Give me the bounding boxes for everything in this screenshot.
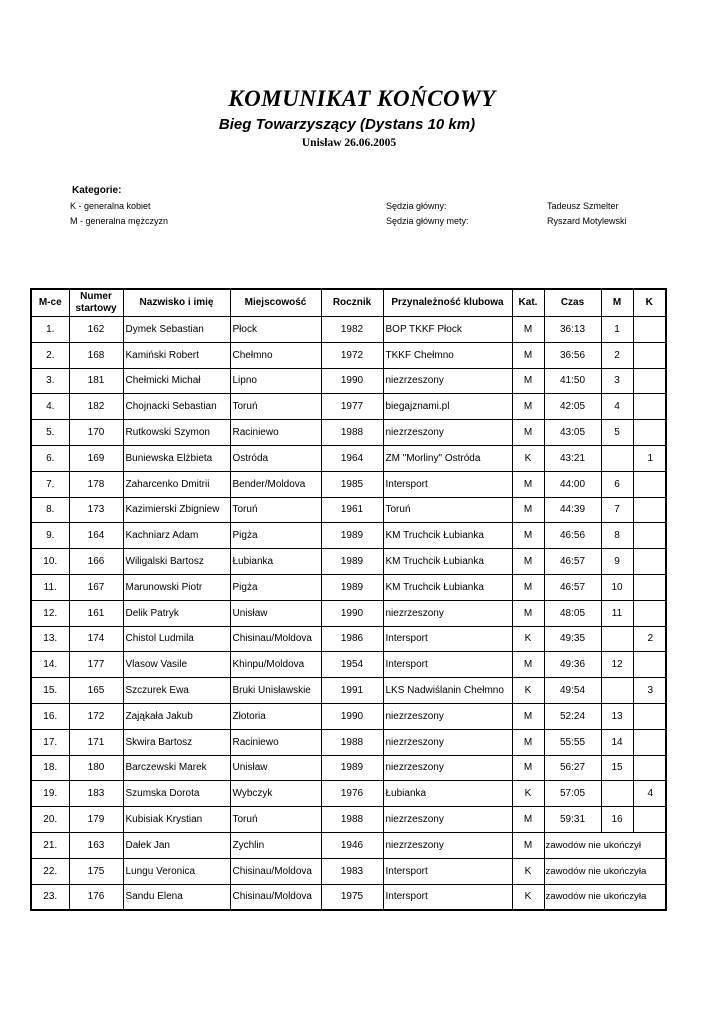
cell-k — [633, 342, 666, 368]
cell-m: 1 — [601, 317, 633, 343]
cell-club: KM Truchcik Łubianka — [383, 574, 512, 600]
cell-city: Raciniewo — [230, 729, 321, 755]
cell-category: M — [512, 342, 544, 368]
cell-city: Toruń — [230, 807, 321, 833]
cell-k — [633, 729, 666, 755]
header-k: K — [633, 289, 666, 317]
cell-club: niezrzeszony — [383, 703, 512, 729]
table-row — [31, 549, 666, 575]
cell-year: 1986 — [321, 626, 383, 652]
header-year: Rocznik — [321, 289, 383, 317]
cell-m: 4 — [601, 394, 633, 420]
cell-m: 3 — [601, 368, 633, 394]
cell-number: 181 — [69, 368, 123, 394]
cell-club: niezrzeszony — [383, 729, 512, 755]
cell-m: 9 — [601, 549, 633, 575]
cell-k — [633, 420, 666, 446]
cell-name: Zaharcenko Dmitrii — [123, 471, 230, 497]
cell-time: 44:00 — [544, 471, 601, 497]
cell-name: Zająkała Jakub — [123, 703, 230, 729]
cell-time: 55:55 — [544, 729, 601, 755]
cell-m: 10 — [601, 574, 633, 600]
cell-number: 182 — [69, 394, 123, 420]
table-row — [31, 368, 666, 394]
cell-club: LKS Nadwiślanin Chełmno — [383, 678, 512, 704]
cell-k — [633, 471, 666, 497]
cell-k — [633, 703, 666, 729]
cell-club: Intersport — [383, 884, 512, 910]
cell-category: M — [512, 600, 544, 626]
cell-time: 49:54 — [544, 678, 601, 704]
cell-k — [633, 394, 666, 420]
cell-name: Wiligalski Bartosz — [123, 549, 230, 575]
cell-category: M — [512, 497, 544, 523]
cell-city: Lipno — [230, 368, 321, 394]
cell-category: K — [512, 678, 544, 704]
cell-city: Wybczyk — [230, 781, 321, 807]
cell-city: Płock — [230, 317, 321, 343]
cell-number: 166 — [69, 549, 123, 575]
cell-club: Intersport — [383, 471, 512, 497]
cell-number: 179 — [69, 807, 123, 833]
cell-place: 19. — [31, 781, 69, 807]
cell-name: Szumska Dorota — [123, 781, 230, 807]
cell-number: 175 — [69, 858, 123, 884]
cell-place: 3. — [31, 368, 69, 394]
cell-year: 1991 — [321, 678, 383, 704]
cell-club: Łubianka — [383, 781, 512, 807]
cell-year: 1946 — [321, 832, 383, 858]
cell-category: K — [512, 884, 544, 910]
cell-number: 164 — [69, 523, 123, 549]
category-k: K - generalna kobiet — [70, 201, 151, 211]
cell-place: 13. — [31, 626, 69, 652]
cell-place: 10. — [31, 549, 69, 575]
cell-club: niezrzeszony — [383, 755, 512, 781]
cell-m: 16 — [601, 807, 633, 833]
cell-year: 1972 — [321, 342, 383, 368]
cell-m — [601, 781, 633, 807]
cell-number: 163 — [69, 832, 123, 858]
cell-city: Bender/Moldova — [230, 471, 321, 497]
table-row — [31, 342, 666, 368]
cell-category: M — [512, 368, 544, 394]
cell-club: niezrzeszony — [383, 420, 512, 446]
cell-name: Vlasow Vasile — [123, 652, 230, 678]
cell-number: 169 — [69, 445, 123, 471]
header-time: Czas — [544, 289, 601, 317]
cell-k: 1 — [633, 445, 666, 471]
table-row — [31, 574, 666, 600]
chief-judge-name: Tadeusz Szmelter — [547, 201, 619, 211]
cell-place: 5. — [31, 420, 69, 446]
table-row — [31, 858, 666, 884]
table-row — [31, 781, 666, 807]
cell-city: Chisinau/Moldova — [230, 858, 321, 884]
table-header-row — [31, 289, 666, 317]
cell-category: M — [512, 729, 544, 755]
cell-city: Pigża — [230, 523, 321, 549]
cell-club: niezrzeszony — [383, 600, 512, 626]
cell-name: Delik Patryk — [123, 600, 230, 626]
cell-city: Chisinau/Moldova — [230, 626, 321, 652]
cell-club: niezrzeszony — [383, 832, 512, 858]
cell-place: 12. — [31, 600, 69, 626]
cell-city: Toruń — [230, 394, 321, 420]
cell-dnf-note: zawodów nie ukończył — [544, 832, 666, 858]
cell-number: 176 — [69, 884, 123, 910]
cell-number: 174 — [69, 626, 123, 652]
cell-k — [633, 523, 666, 549]
cell-category: M — [512, 549, 544, 575]
cell-place: 18. — [31, 755, 69, 781]
cell-name: Kachniarz Adam — [123, 523, 230, 549]
header-m: M — [601, 289, 633, 317]
cell-city: Chełmno — [230, 342, 321, 368]
cell-category: M — [512, 652, 544, 678]
cell-m: 13 — [601, 703, 633, 729]
table-row — [31, 703, 666, 729]
cell-city: Raciniewo — [230, 420, 321, 446]
cell-number: 173 — [69, 497, 123, 523]
cell-name: Szczurek Ewa — [123, 678, 230, 704]
cell-time: 46:57 — [544, 574, 601, 600]
cell-name: Lungu Veronica — [123, 858, 230, 884]
cell-number: 171 — [69, 729, 123, 755]
cell-city: Zychlin — [230, 832, 321, 858]
cell-city: Pigża — [230, 574, 321, 600]
cell-time: 36:56 — [544, 342, 601, 368]
cell-k — [633, 549, 666, 575]
cell-year: 1988 — [321, 420, 383, 446]
cell-category: M — [512, 574, 544, 600]
cell-k — [633, 317, 666, 343]
cell-k — [633, 368, 666, 394]
cell-category: M — [512, 394, 544, 420]
table-row — [31, 678, 666, 704]
cell-name: Kamiński Robert — [123, 342, 230, 368]
cell-m: 2 — [601, 342, 633, 368]
cell-time: 44:39 — [544, 497, 601, 523]
cell-number: 177 — [69, 652, 123, 678]
place-date: Unisław 26.06.2005 — [301, 137, 397, 149]
race-subtitle: Bieg Towarzyszący (Dystans 10 km) — [218, 116, 476, 133]
cell-category: K — [512, 626, 544, 652]
table-row — [31, 652, 666, 678]
cell-k — [633, 600, 666, 626]
table-row — [31, 600, 666, 626]
table-row — [31, 832, 666, 858]
cell-place: 2. — [31, 342, 69, 368]
category-m: M - generalna mężczyzn — [70, 216, 169, 226]
cell-time: 49:36 — [544, 652, 601, 678]
cell-k: 2 — [633, 626, 666, 652]
cell-category: M — [512, 832, 544, 858]
cell-city: Khinpu/Moldova — [230, 652, 321, 678]
cell-name: Chojnacki Sebastian — [123, 394, 230, 420]
cell-year: 1954 — [321, 652, 383, 678]
cell-time: 59:31 — [544, 807, 601, 833]
cell-place: 7. — [31, 471, 69, 497]
cell-number: 162 — [69, 317, 123, 343]
cell-place: 15. — [31, 678, 69, 704]
cell-city: Złotoria — [230, 703, 321, 729]
table-row — [31, 523, 666, 549]
cell-category: M — [512, 807, 544, 833]
header-place: M-ce — [31, 289, 69, 317]
cell-place: 17. — [31, 729, 69, 755]
cell-k — [633, 755, 666, 781]
cell-club: niezrzeszony — [383, 368, 512, 394]
cell-city: Unisław — [230, 755, 321, 781]
cell-club: Intersport — [383, 858, 512, 884]
cell-name: Kazimierski Zbigniew — [123, 497, 230, 523]
cell-k: 4 — [633, 781, 666, 807]
cell-category: M — [512, 317, 544, 343]
cell-club: niezrzeszony — [383, 807, 512, 833]
cell-name: Chełmicki Michał — [123, 368, 230, 394]
cell-time: 48:05 — [544, 600, 601, 626]
cell-place: 20. — [31, 807, 69, 833]
cell-dnf-note: zawodów nie ukończyła — [544, 884, 666, 910]
cell-place: 4. — [31, 394, 69, 420]
cell-m — [601, 626, 633, 652]
cell-place: 11. — [31, 574, 69, 600]
cell-city: Ostróda — [230, 445, 321, 471]
finish-judge-name: Ryszard Motylewski — [547, 216, 627, 226]
cell-m: 8 — [601, 523, 633, 549]
cell-category: K — [512, 445, 544, 471]
cell-category: M — [512, 703, 544, 729]
cell-place: 21. — [31, 832, 69, 858]
table-row — [31, 317, 666, 343]
cell-k — [633, 574, 666, 600]
cell-time: 49:35 — [544, 626, 601, 652]
cell-name: Buniewska Elżbieta — [123, 445, 230, 471]
cell-club: TKKF Chełmno — [383, 342, 512, 368]
cell-year: 1989 — [321, 549, 383, 575]
cell-place: 6. — [31, 445, 69, 471]
cell-number: 170 — [69, 420, 123, 446]
cell-time: 46:57 — [544, 549, 601, 575]
table-row — [31, 471, 666, 497]
cell-club: KM Truchcik Łubianka — [383, 549, 512, 575]
cell-m: 6 — [601, 471, 633, 497]
cell-number: 167 — [69, 574, 123, 600]
cell-time: 43:05 — [544, 420, 601, 446]
cell-number: 180 — [69, 755, 123, 781]
cell-category: M — [512, 755, 544, 781]
table-row — [31, 807, 666, 833]
results-table — [30, 288, 667, 911]
cell-category: M — [512, 471, 544, 497]
cell-number: 168 — [69, 342, 123, 368]
cell-number: 165 — [69, 678, 123, 704]
cell-city: Łubianka — [230, 549, 321, 575]
cell-dnf-note: zawodów nie ukończyła — [544, 858, 666, 884]
cell-club: Intersport — [383, 652, 512, 678]
cell-number: 178 — [69, 471, 123, 497]
cell-year: 1990 — [321, 600, 383, 626]
cell-name: Chistol Ludmila — [123, 626, 230, 652]
cell-city: Toruń — [230, 497, 321, 523]
cell-m: 15 — [601, 755, 633, 781]
categories-heading: Kategorie: — [72, 185, 122, 196]
cell-m: 12 — [601, 652, 633, 678]
cell-name: Dymek Sebastian — [123, 317, 230, 343]
cell-k — [633, 497, 666, 523]
cell-year: 1985 — [321, 471, 383, 497]
cell-year: 1988 — [321, 807, 383, 833]
cell-time: 36:13 — [544, 317, 601, 343]
cell-place: 1. — [31, 317, 69, 343]
cell-m: 11 — [601, 600, 633, 626]
cell-category: M — [512, 523, 544, 549]
page-title: KOMUNIKAT KOŃCOWY — [228, 86, 496, 111]
cell-place: 23. — [31, 884, 69, 910]
cell-club: ZM "Morliny" Ostróda — [383, 445, 512, 471]
cell-number: 161 — [69, 600, 123, 626]
cell-year: 1988 — [321, 729, 383, 755]
cell-year: 1964 — [321, 445, 383, 471]
cell-k — [633, 652, 666, 678]
table-row — [31, 729, 666, 755]
cell-m: 14 — [601, 729, 633, 755]
cell-name: Dałek Jan — [123, 832, 230, 858]
header-number: Numer startowy — [69, 289, 123, 317]
cell-number: 172 — [69, 703, 123, 729]
cell-city: Unisław — [230, 600, 321, 626]
finish-judge-label: Sędzia główny mety: — [386, 216, 469, 226]
cell-name: Barczewski Marek — [123, 755, 230, 781]
cell-place: 8. — [31, 497, 69, 523]
cell-time: 43:21 — [544, 445, 601, 471]
cell-year: 1990 — [321, 703, 383, 729]
cell-place: 9. — [31, 523, 69, 549]
cell-club: KM Truchcik Łubianka — [383, 523, 512, 549]
cell-m — [601, 678, 633, 704]
cell-time: 42:05 — [544, 394, 601, 420]
cell-year: 1982 — [321, 317, 383, 343]
cell-name: Rutkowski Szymon — [123, 420, 230, 446]
cell-m: 7 — [601, 497, 633, 523]
cell-year: 1977 — [321, 394, 383, 420]
cell-name: Skwira Bartosz — [123, 729, 230, 755]
chief-judge-label: Sędzia główny: — [386, 201, 447, 211]
table-row — [31, 420, 666, 446]
cell-club: BOP TKKF Płock — [383, 317, 512, 343]
cell-year: 1975 — [321, 884, 383, 910]
cell-place: 14. — [31, 652, 69, 678]
table-row — [31, 626, 666, 652]
table-row — [31, 394, 666, 420]
cell-club: biegajznami.pl — [383, 394, 512, 420]
cell-category: M — [512, 420, 544, 446]
cell-year: 1976 — [321, 781, 383, 807]
cell-time: 52:24 — [544, 703, 601, 729]
cell-time: 56:27 — [544, 755, 601, 781]
header-city: Miejscowość — [230, 289, 321, 317]
cell-time: 41:50 — [544, 368, 601, 394]
header-club: Przynależność klubowa — [383, 289, 512, 317]
cell-year: 1989 — [321, 523, 383, 549]
cell-city: Chisinau/Moldova — [230, 884, 321, 910]
cell-category: K — [512, 781, 544, 807]
cell-k — [633, 807, 666, 833]
cell-k: 3 — [633, 678, 666, 704]
cell-city: Bruki Unisławskie — [230, 678, 321, 704]
cell-club: Intersport — [383, 626, 512, 652]
cell-name: Kubisiak Krystian — [123, 807, 230, 833]
cell-place: 22. — [31, 858, 69, 884]
header-name: Nazwisko i imię — [123, 289, 230, 317]
cell-name: Marunowski Piotr — [123, 574, 230, 600]
cell-category: K — [512, 858, 544, 884]
cell-year: 1961 — [321, 497, 383, 523]
cell-year: 1989 — [321, 574, 383, 600]
cell-time: 57:05 — [544, 781, 601, 807]
table-row — [31, 445, 666, 471]
cell-club: Toruń — [383, 497, 512, 523]
cell-m — [601, 445, 633, 471]
cell-m: 5 — [601, 420, 633, 446]
cell-time: 46:56 — [544, 523, 601, 549]
cell-year: 1989 — [321, 755, 383, 781]
header-category: Kat. — [512, 289, 544, 317]
table-row — [31, 884, 666, 910]
table-row — [31, 497, 666, 523]
table-row — [31, 755, 666, 781]
cell-number: 183 — [69, 781, 123, 807]
cell-place: 16. — [31, 703, 69, 729]
cell-year: 1990 — [321, 368, 383, 394]
cell-name: Sandu Elena — [123, 884, 230, 910]
cell-year: 1983 — [321, 858, 383, 884]
